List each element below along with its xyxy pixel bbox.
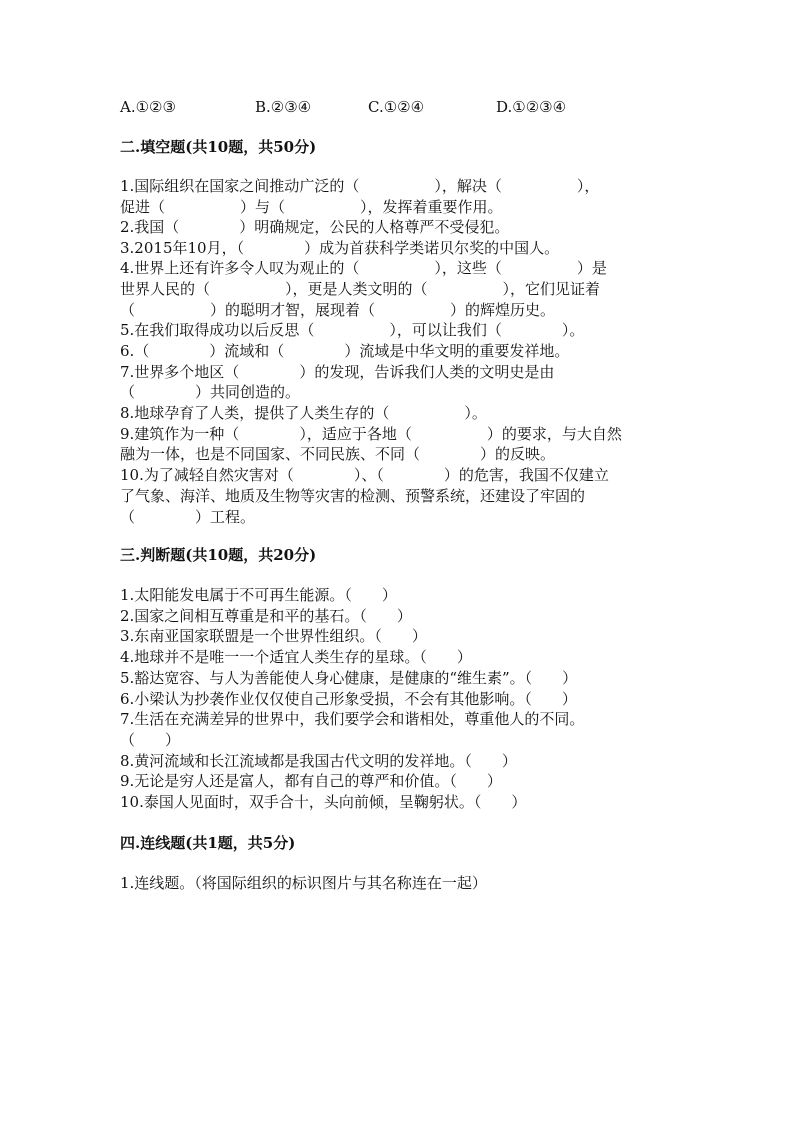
option-b: B.②③④ xyxy=(255,98,312,116)
question-line: 10.为了减轻自然灾害对（ ）、（ ）的危害，我国不仅建立 xyxy=(120,466,609,484)
question-line: 1.太阳能发电属于不可再生能源。（ ） xyxy=(120,586,397,604)
question-line: （ ） xyxy=(120,731,181,749)
question-line: 1.连线题。（将国际组织的标识图片与其名称连在一起） xyxy=(120,874,487,892)
question-line: 3.东南亚国家联盟是一个世界性组织。（ ） xyxy=(120,627,427,645)
question-line: 促进（ ）与（ ），发挥着重要作用。 xyxy=(120,198,503,216)
question-line: 4.地球并不是唯一一个适宜人类生存的星球。（ ） xyxy=(120,648,472,666)
question-line: 2.国家之间相互尊重是和平的基石。（ ） xyxy=(120,607,412,625)
question-line: 7.世界多个地区（ ）的发现，告诉我们人类的文明史是由 xyxy=(120,363,555,381)
question-line: 6.小梁认为抄袭作业仅仅使自己形象受损，不会有其他影响。（ ） xyxy=(120,690,577,708)
question-line: 了气象、海洋、地质及生物等灾害的检测、预警系统，还建设了牢固的 xyxy=(120,487,586,505)
question-line: 5.豁达宽容、与人为善能使人身心健康，是健康的“维生素”。（ ） xyxy=(120,669,578,687)
question-line: 9.建筑作为一种（ ），适应于各地（ ）的要求，与大自然 xyxy=(120,425,622,443)
section-heading-fill-blank: 二.填空题(共10题，共50分) xyxy=(120,138,317,156)
question-line: 10.泰国人见面时，双手合十，头向前倾，呈鞠躬状。（ ） xyxy=(120,793,527,811)
question-line: 8.地球孕育了人类，提供了人类生存的（ ）。 xyxy=(120,404,487,422)
question-line: （ ）工程。 xyxy=(120,508,256,526)
question-line: 1.国际组织在国家之间推动广泛的（ ），解决（ ）， xyxy=(120,177,600,195)
question-line: 8.黄河流域和长江流域都是我国古代文明的发祥地。（ ） xyxy=(120,752,517,770)
question-line: 7.生活在充满差异的世界中，我们要学会和谐相处，尊重他人的不同。 xyxy=(120,710,585,728)
section-heading-true-false: 三.判断题(共10题，共20分) xyxy=(120,546,317,564)
question-line: 融为一体，也是不同国家、不同民族、不同（ ）的反映。 xyxy=(120,445,556,463)
question-line: （ ）共同创造的。 xyxy=(120,383,301,401)
question-line: 5.在我们取得成功以后反思（ ），可以让我们（ ）。 xyxy=(120,321,585,339)
section-heading-matching: 四.连线题(共1题，共5分) xyxy=(120,834,296,852)
option-a: A.①②③ xyxy=(120,98,176,116)
question-line: （ ）的聪明才智，展现着（ ）的辉煌历史。 xyxy=(120,301,556,319)
question-line: 2.我国（ ）明确规定，公民的人格尊严不受侵犯。 xyxy=(120,218,510,236)
question-line: 世界人民的（ ），更是人类文明的（ ），它们见证着 xyxy=(120,280,601,298)
option-d: D.①②③④ xyxy=(496,98,567,116)
question-line: 9.无论是穷人还是富人，都有自己的尊严和价值。（ ） xyxy=(120,772,502,790)
question-line: 4.世界上还有许多令人叹为观止的（ ），这些（ ）是 xyxy=(120,259,607,277)
question-line: 3.2015年10月，（ ）成为首获科学类诺贝尔奖的中国人。 xyxy=(120,239,560,257)
option-c: C.①②④ xyxy=(368,98,425,116)
question-line: 6.（ ）流域和（ ）流域是中华文明的重要发祥地。 xyxy=(120,342,570,360)
